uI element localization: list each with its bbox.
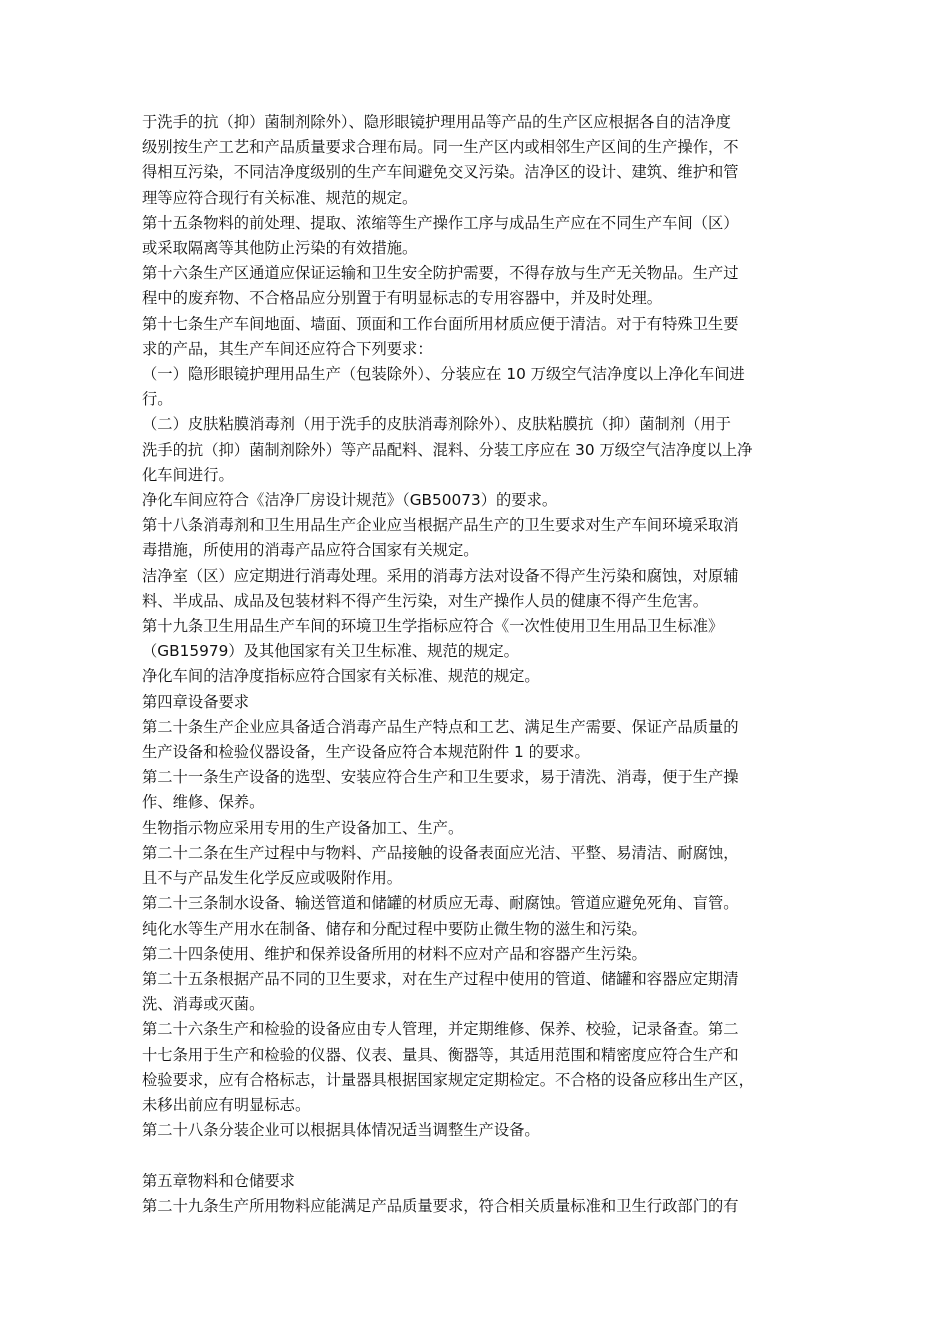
article-21: 第二十一条生产设备的选型、安装应符合生产和卫生要求，易于清洗、消毒，便于生产操 作、维修、保养。 — [142, 768, 739, 812]
article-15: 第十五条物料的前处理、提取、浓缩等生产操作工序与成品生产应在不同生产车间（区） 或采取隔离等其他防止污染的有效措施。 — [142, 213, 739, 258]
paragraph: 净化车间应符合《洁净厂房设计规范》（GB50073）的要求。 — [142, 491, 558, 510]
list-item-1: （一）隐形眼镜护理用品生产（包装除外）、分装应在 10 万级空气洁净度以上净化车间进 行。 — [142, 365, 745, 409]
article-25: 第二十五条根据产品不同的卫生要求，对在生产过程中使用的管道、储罐和容器应定期清 洗、消毒或灭菌。 — [142, 969, 739, 1014]
article-18: 第十八条消毒剂和卫生用品生产企业应当根据产品生产的卫生要求对生产车间环境采取消 毒措施，所使用的消毒产品应符合国家有关规定。 — [142, 516, 739, 560]
paragraph: 生物指示物应采用专用的生产设备加工、生产。 — [142, 818, 464, 837]
paragraph: 净化车间的洁净度指标应符合国家有关标准、规范的规定。 — [142, 667, 540, 686]
article-22: 第二十二条在生产过程中与物料、产品接触的设备表面应光洁、平整、易清洁、耐腐蚀， 且不与产品发生化学反应或吸附作用。 — [142, 843, 739, 888]
article-16: 第十六条生产区通道应保证运输和卫生安全防护需要，不得存放与生产无关物品。生产过 程中的废弃物、不合格品应分别置于有明显标志的专用容器中，并及时处理。 — [142, 264, 739, 308]
article-28: 第二十八条分装企业可以根据具体情况适当调整生产设备。 — [142, 1121, 540, 1140]
chapter-heading-5: 第五章物料和仓储要求 — [142, 1171, 295, 1190]
document-page — [142, 110, 812, 1219]
article-24: 第二十四条使用、维护和保养设备所用的材料不应对产品和容器产生污染。 — [142, 944, 647, 963]
paragraph: 于洗手的抗（抑）菌制剂除外）、隐形眼镜护理用品等产品的生产区应根据各自的洁净度 级别按生产工艺和产品质量要求合理布局。同一生产区内或相邻生产区间的生产操作，不 得相互污染，不同洁净度级别的生产车间避免交叉污染。洁净区的设计、建筑、维护和管 理等应符合现行有关标准、规范的规定。 — [142, 113, 739, 207]
article-20: 第二十条生产企业应具备适合消毒产品生产特点和工艺、满足生产需要、保证产品质量的 生产设备和检验仪器设备，生产设备应符合本规范附件 1 的要求。 — [142, 717, 739, 762]
article-17: 第十七条生产车间地面、墙面、顶面和工作台面所用材质应便于清洁。对于有特殊卫生要 求的产品，其生产车间还应符合下列要求： — [142, 314, 739, 358]
paragraph: 洁净室（区）应定期进行消毒处理。采用的消毒方法对设备不得产生污染和腐蚀，对原辅 料、半成品、成品及包装材料不得产生污染，对生产操作人员的健康不得产生危害。 — [142, 566, 739, 610]
chapter-heading-4: 第四章设备要求 — [142, 692, 250, 711]
article-23: 第二十三条制水设备、输送管道和储罐的材质应无毒、耐腐蚀。管道应避免死角、盲管。 纯化水等生产用水在制备、储存和分配过程中要防止微生物的滋生和污染。 — [142, 894, 739, 938]
blank-line — [142, 1143, 812, 1168]
article-19: 第十九条卫生用品生产车间的环境卫生学指标应符合《一次性使用卫生用品卫生标准》 （GB15979）及其他国家有关卫生标准、规范的规定。 — [142, 617, 724, 661]
list-item-2: （二）皮肤粘膜消毒剂（用于洗手的皮肤消毒剂除外）、皮肤粘膜抗（抑）菌制剂（用于 洗手的抗（抑）菌制剂除外）等产品配料、混料、分装工序应在 30 万级空气洁净度以上净 化车间进行。 — [142, 415, 753, 484]
article-26: 第二十六条生产和检验的设备应由专人管理，并定期维修、保养、校验，记录备查。第二 十七条用于生产和检验的仪器、仪表、量具、衡器等，其适用范围和精密度应符合生产和 检验要求，应有合格标志，计量器具根据国家规定定期检定。不合格的设备应移出生产区， 未移出前应有明显标志。 — [142, 1020, 754, 1114]
article-29: 第二十九条生产所用物料应能满足产品质量要求，符合相关质量标准和卫生行政部门的有 — [142, 1196, 739, 1215]
